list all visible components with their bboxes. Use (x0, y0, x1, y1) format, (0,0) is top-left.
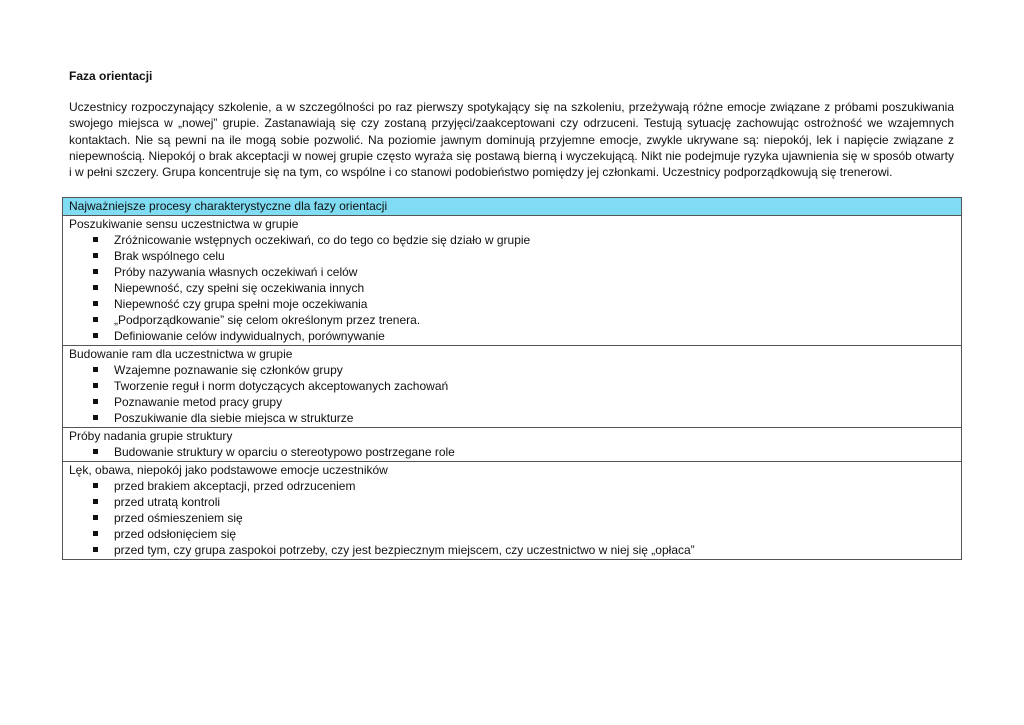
table-row (63, 216, 962, 346)
list-item: Próby nazywania własnych oczekiwań i celów (93, 264, 955, 280)
processes-table (62, 197, 962, 560)
list-item: Wzajemne poznawanie się członków grupy (93, 362, 955, 378)
section-cell (63, 462, 962, 560)
list-item: Definiowanie celów indywidualnych, porównywanie (93, 328, 955, 344)
list-item: przed utratą kontroli (93, 494, 955, 510)
section-cell (63, 216, 962, 346)
table-header-cell: Najważniejsze procesy charakterystyczne dla fazy orientacji (63, 198, 962, 216)
list-item: „Podporządkowanie” się celom określonym przez trenera. (93, 312, 955, 328)
list-item: Brak wspólnego celu (93, 248, 955, 264)
section-title: Poszukiwanie sensu uczestnictwa w grupie (69, 217, 299, 231)
list-item: Poznawanie metod pracy grupy (93, 394, 955, 410)
list-item: Budowanie struktury w oparciu o stereotypowo postrzegane role (93, 444, 955, 460)
bullet-list (69, 478, 955, 558)
section-title: Lęk, obawa, niepokój jako podstawowe emocje uczestników (69, 463, 388, 477)
table-row (63, 462, 962, 560)
list-item: przed ośmieszeniem się (93, 510, 955, 526)
table-row (63, 428, 962, 462)
section-cell (63, 428, 962, 462)
intro-paragraph: Uczestnicy rozpoczynający szkolenie, a w szczególności po raz pierwszy spotykający się na szkoleniu, przeżywają różne emocje związane z próbami poszukiwania swojego miejsca w „nowej” grupie. Zastanawiają się czy zostaną przyjęci/zaakceptowani czy odrzuceni. Testują sytuację zachowując ostrożność we wzajemnych kontaktach. Nie są pewni na ile mogą sobie pozwolić. Na poziomie jawnym dominują przyjemne emocje, zwykle ukrywane są: niepokój, lek i napięcie związane z niepewnością. Niepokój o brak akceptacji w nowej grupie często wyraża się postawą bierną i wyczekującą. Nikt nie podejmuje ryzyka ujawnienia się w sposób otwarty i w pełni szczery. Grupa koncentruje się na tym, co wspólne i co stanowi podobieństwo pomiędzy jej członkami. Uczestnicy podporządkowują się trenerowi. (69, 100, 954, 180)
list-item: przed tym, czy grupa zaspokoi potrzeby, czy jest bezpiecznym miejscem, czy uczestnictwo w niej się „opłaca” (93, 542, 955, 558)
list-item: przed odsłonięciem się (93, 526, 955, 542)
table-row (63, 346, 962, 428)
list-item: Zróżnicowanie wstępnych oczekiwań, co do tego co będzie się działo w grupie (93, 232, 955, 248)
section-heading: Faza orientacji (69, 69, 153, 83)
bullet-list (69, 232, 955, 344)
section-title: Budowanie ram dla uczestnictwa w grupie (69, 347, 293, 361)
section-cell (63, 346, 962, 428)
section-title: Próby nadania grupie struktury (69, 429, 233, 443)
list-item: Niepewność czy grupa spełni moje oczekiwania (93, 296, 955, 312)
list-item: Tworzenie reguł i norm dotyczących akceptowanych zachowań (93, 378, 955, 394)
list-item: Poszukiwanie dla siebie miejsca w strukturze (93, 410, 955, 426)
table-header-row (63, 198, 962, 216)
list-item: Niepewność, czy spełni się oczekiwania innych (93, 280, 955, 296)
list-item: przed brakiem akceptacji, przed odrzuceniem (93, 478, 955, 494)
bullet-list (69, 362, 955, 426)
bullet-list (69, 444, 955, 460)
